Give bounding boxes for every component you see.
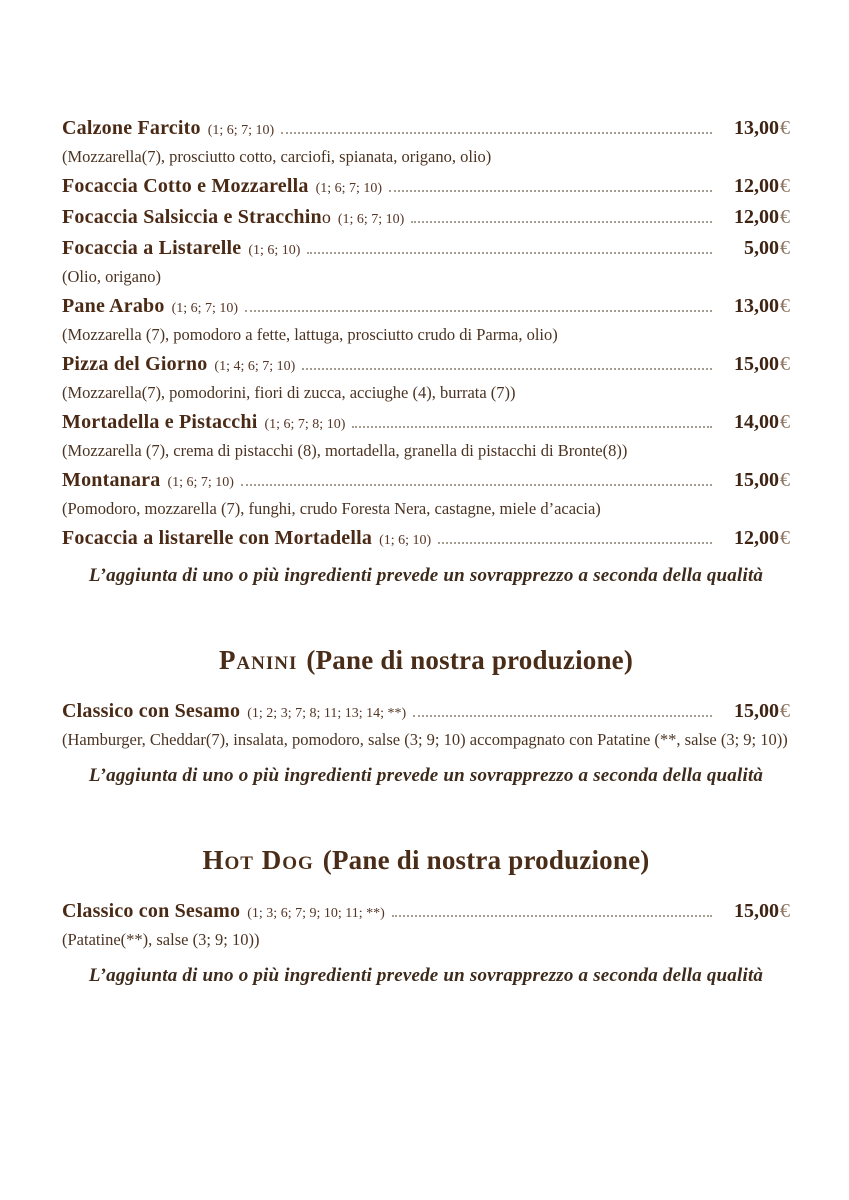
menu-item-row bbox=[62, 411, 790, 434]
item-price bbox=[716, 237, 790, 260]
menu-item-row bbox=[62, 527, 790, 550]
price-value: 14,00 bbox=[734, 410, 779, 433]
item-name: Calzone Farcito bbox=[62, 117, 201, 139]
euro-sign: € bbox=[780, 468, 790, 491]
item-name: Pane Arabo bbox=[62, 294, 165, 317]
dotted-leader bbox=[307, 252, 712, 254]
menu-item bbox=[62, 353, 790, 403]
euro-sign: € bbox=[780, 236, 790, 259]
menu-item-row bbox=[62, 117, 790, 140]
item-allergens: (1; 3; 6; 7; 9; 10; 11; **) bbox=[247, 905, 385, 921]
section-title: Panini bbox=[218, 644, 298, 675]
item-description: (Mozzarella(7), prosciutto cotto, carciofi, spianata, origano, olio) bbox=[62, 147, 492, 166]
price-value: 15,00 bbox=[734, 352, 779, 375]
item-name: Pizza del Giorno bbox=[62, 352, 208, 375]
item-allergens: (1; 6; 10) bbox=[248, 242, 301, 258]
item-allergens: (1; 2; 3; 7; 8; 11; 13; 14; **) bbox=[247, 705, 407, 721]
surcharge-note: L’aggiunta di uno o più ingredienti prevede un sovrapprezzo a seconda della qualità bbox=[88, 564, 764, 586]
menu-item-row bbox=[62, 175, 790, 198]
dotted-leader bbox=[302, 368, 712, 370]
menu-item-row bbox=[62, 700, 790, 723]
item-description: (Hamburger, Cheddar(7), insalata, pomodoro, salse (3; 9; 10) accompagnato con Patatine (**, salse (3; 9; 10)) bbox=[62, 729, 788, 749]
price-value: 15,00 bbox=[734, 899, 779, 922]
menu-item-row bbox=[62, 206, 790, 229]
item-price bbox=[716, 353, 790, 376]
section-header bbox=[62, 845, 790, 876]
item-description: (Patatine(**), salse (3; 9; 10)) bbox=[62, 929, 260, 949]
item-price bbox=[716, 527, 790, 550]
item-name: Focaccia Salsiccia e Stracchin bbox=[62, 205, 322, 228]
surcharge-note: L’aggiunta di uno o più ingredienti prevede un sovrapprezzo a seconda della qualità bbox=[88, 764, 764, 786]
surcharge-note: L’aggiunta di uno o più ingredienti prevede un sovrapprezzo a seconda della qualità bbox=[88, 964, 764, 986]
menu-item bbox=[62, 469, 790, 519]
menu-item bbox=[62, 175, 790, 198]
section-header bbox=[62, 645, 790, 676]
item-description: (Olio, origano) bbox=[62, 266, 161, 286]
item-allergens: (1; 6; 7; 8; 10) bbox=[264, 416, 346, 432]
item-allergens: (1; 6; 7; 10) bbox=[167, 474, 234, 490]
euro-sign: € bbox=[780, 699, 790, 722]
dotted-leader bbox=[389, 190, 712, 192]
dotted-leader bbox=[241, 484, 712, 486]
menu-section bbox=[62, 845, 790, 987]
section-subtitle: (Pane di nostra produzione) bbox=[306, 644, 634, 675]
menu-item bbox=[62, 700, 790, 750]
item-allergens: (1; 6; 7; 10) bbox=[315, 180, 383, 196]
menu-item-row bbox=[62, 469, 790, 492]
item-name: Classico con Sesamo bbox=[62, 699, 241, 722]
item-price bbox=[716, 411, 790, 434]
section-title: Hot Dog bbox=[202, 844, 314, 875]
item-price bbox=[716, 175, 790, 198]
item-description: (Mozzarella (7), pomodoro a fette, lattuga, prosciutto crudo di Parma, olio) bbox=[62, 324, 558, 344]
price-value: 12,00 bbox=[734, 526, 779, 549]
menu-sections bbox=[62, 117, 790, 987]
item-description: (Pomodoro, mozzarella (7), funghi, crudo Foresta Nera, castagne, miele d’acacia) bbox=[62, 498, 601, 518]
menu-item bbox=[62, 411, 790, 461]
price-value: 12,00 bbox=[734, 205, 779, 228]
item-name: Focaccia a Listarelle bbox=[62, 236, 242, 259]
price-value: 13,00 bbox=[734, 294, 779, 317]
dotted-leader bbox=[438, 542, 712, 544]
item-name: Focaccia Cotto e Mozzarella bbox=[62, 174, 309, 197]
item-name: Classico con Sesamo bbox=[62, 899, 241, 922]
item-price bbox=[716, 469, 790, 492]
section-items bbox=[62, 700, 790, 750]
menu-item bbox=[62, 900, 790, 950]
euro-sign: € bbox=[780, 410, 790, 433]
menu-section bbox=[62, 117, 790, 587]
item-allergens: (1; 4; 6; 7; 10) bbox=[214, 358, 296, 374]
menu-item-row bbox=[62, 900, 790, 923]
item-description: (Mozzarella(7), pomodorini, fiori di zucca, acciughe (4), burrata (7)) bbox=[62, 382, 516, 402]
item-price bbox=[716, 900, 790, 923]
menu-item-row bbox=[62, 237, 790, 260]
euro-sign: € bbox=[780, 294, 790, 317]
menu-section bbox=[62, 645, 790, 787]
menu-item bbox=[62, 206, 790, 229]
dotted-leader bbox=[413, 715, 712, 717]
section-items bbox=[62, 117, 790, 550]
item-name: Focaccia a listarelle con Mortadella bbox=[62, 526, 373, 549]
item-name-suffix: o bbox=[321, 206, 331, 227]
price-value: 13,00 bbox=[734, 117, 779, 139]
euro-sign: € bbox=[780, 526, 790, 549]
item-price bbox=[716, 700, 790, 723]
euro-sign: € bbox=[780, 117, 790, 139]
item-name: Montanara bbox=[62, 468, 161, 491]
dotted-leader bbox=[411, 221, 712, 223]
item-name: Mortadella e Pistacchi bbox=[62, 410, 258, 433]
euro-sign: € bbox=[780, 899, 790, 922]
item-allergens: (1; 6; 7; 10) bbox=[337, 211, 405, 227]
menu-item bbox=[62, 117, 790, 167]
item-allergens: (1; 6; 7; 10) bbox=[207, 123, 275, 138]
item-price bbox=[716, 295, 790, 318]
menu-item bbox=[62, 237, 790, 287]
price-value: 15,00 bbox=[734, 699, 779, 722]
price-value: 5,00 bbox=[744, 236, 779, 259]
item-price bbox=[716, 206, 790, 229]
item-allergens: (1; 6; 7; 10) bbox=[171, 300, 239, 316]
dotted-leader bbox=[392, 915, 712, 917]
euro-sign: € bbox=[780, 174, 790, 197]
menu-item-row bbox=[62, 295, 790, 318]
item-price bbox=[716, 117, 790, 140]
price-value: 15,00 bbox=[734, 468, 779, 491]
menu-item bbox=[62, 527, 790, 550]
menu-item bbox=[62, 295, 790, 345]
section-items bbox=[62, 900, 790, 950]
dotted-leader bbox=[281, 132, 712, 134]
section-subtitle: (Pane di nostra produzione) bbox=[322, 844, 650, 875]
dotted-leader bbox=[245, 310, 712, 312]
euro-sign: € bbox=[780, 352, 790, 375]
item-allergens: (1; 6; 10) bbox=[379, 532, 432, 548]
item-description: (Mozzarella (7), crema di pistacchi (8), mortadella, granella di pistacchi di Bronte(8)) bbox=[62, 440, 628, 460]
menu-item-row bbox=[62, 353, 790, 376]
price-value: 12,00 bbox=[734, 174, 779, 197]
dotted-leader bbox=[352, 426, 712, 428]
euro-sign: € bbox=[780, 205, 790, 228]
